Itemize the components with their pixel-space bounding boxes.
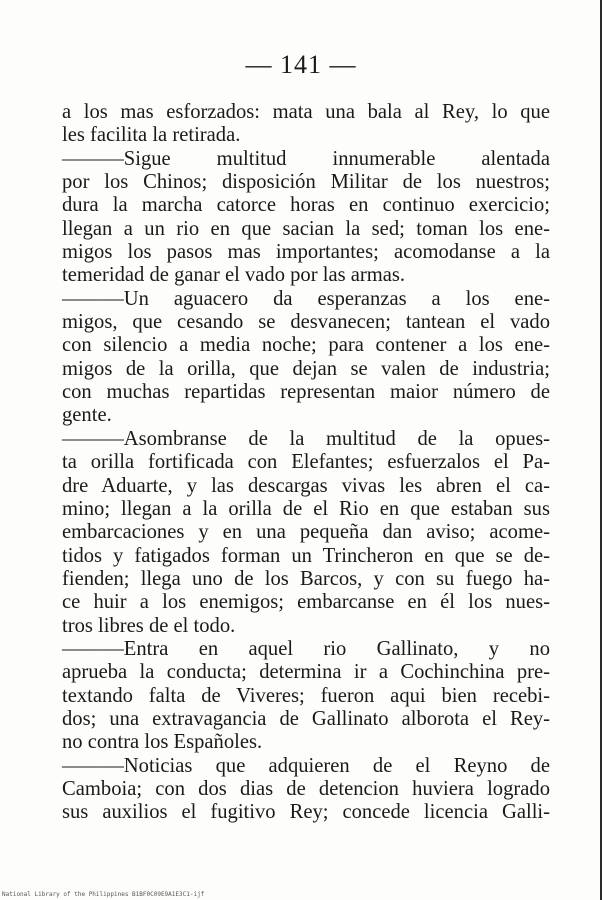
text-line: ———Noticias que adquieren de el Reyno de [62, 754, 550, 777]
text-line: Camboia; con dos dias de detencion huviera logrado [62, 777, 550, 800]
text-line: mino; llegan a la orilla de el Rio en que estaban sus [62, 497, 550, 520]
text-line: migos los pasos mas importantes; acomodanse a la [62, 241, 550, 264]
body-text [62, 101, 550, 825]
text-line: migos, que cesando se desvanecen; tantean el vado [62, 311, 550, 334]
text-line: por los Chinos; disposición Militar de los nuestros; [62, 171, 550, 194]
text-line: dre Aduarte, y las descargas vivas les abren el ca- [62, 474, 550, 497]
text-line: dos; una extravagancia de Gallinato alborota el Rey- [62, 707, 550, 730]
text-line: ———Entra en aquel rio Gallinato, y no [62, 637, 550, 660]
scan-footer: National Library of the Philippines B1BF0C09E9A1E3C1-ijf [2, 891, 205, 898]
text-line: migos de la orilla, que dejan se valen de industria; [62, 357, 550, 380]
text-line: fienden; llega uno de los Barcos, y con su fuego ha- [62, 567, 550, 590]
text-line: ce huir a los enemigos; embarcanse en él los nues- [62, 591, 550, 614]
text-line: tros libres de el todo. [62, 614, 236, 637]
text-line: tidos y fatigados forman un Trincheron en que se de- [62, 544, 550, 567]
text-line: les facilita la retirada. [62, 124, 241, 147]
text-line: ———Sigue multitud innumerable alentada [62, 147, 550, 170]
text-line: dura la marcha catorce horas en continuo exercicio; [62, 194, 550, 217]
text-line: no contra los Españoles. [62, 731, 263, 754]
text-line: gente. [62, 404, 112, 427]
text-line: con silencio a media noche; para contener a los ene- [62, 334, 550, 357]
text-line: llegan a un rio en que sacian la sed; toman los ene- [62, 217, 550, 240]
text-line: con muchas repartidas representan maior número de [62, 381, 550, 404]
text-line: sus auxilios el fugitivo Rey; concede licencia Galli- [62, 801, 550, 824]
text-line: embarcaciones y en una pequeña dan aviso; acome- [62, 521, 550, 544]
text-line: ———Asombranse de la multitud de la opues- [62, 427, 550, 450]
text-line: a los mas esforzados: mata una bala al Rey, lo que [62, 101, 550, 123]
text-line: ta orilla fortificada con Elefantes; esfuerzalos el Pa- [62, 451, 550, 474]
page-number: — 141 — [245, 50, 357, 79]
text-line: temeridad de ganar el vado por las armas. [62, 264, 406, 287]
text-line: textando falta de Viveres; fueron aqui bien recebi- [62, 684, 550, 707]
text-line: ———Un aguacero da esperanzas a los ene- [62, 287, 550, 310]
text-line: aprueba la conducta; determina ir a Cochinchina pre- [62, 661, 550, 684]
